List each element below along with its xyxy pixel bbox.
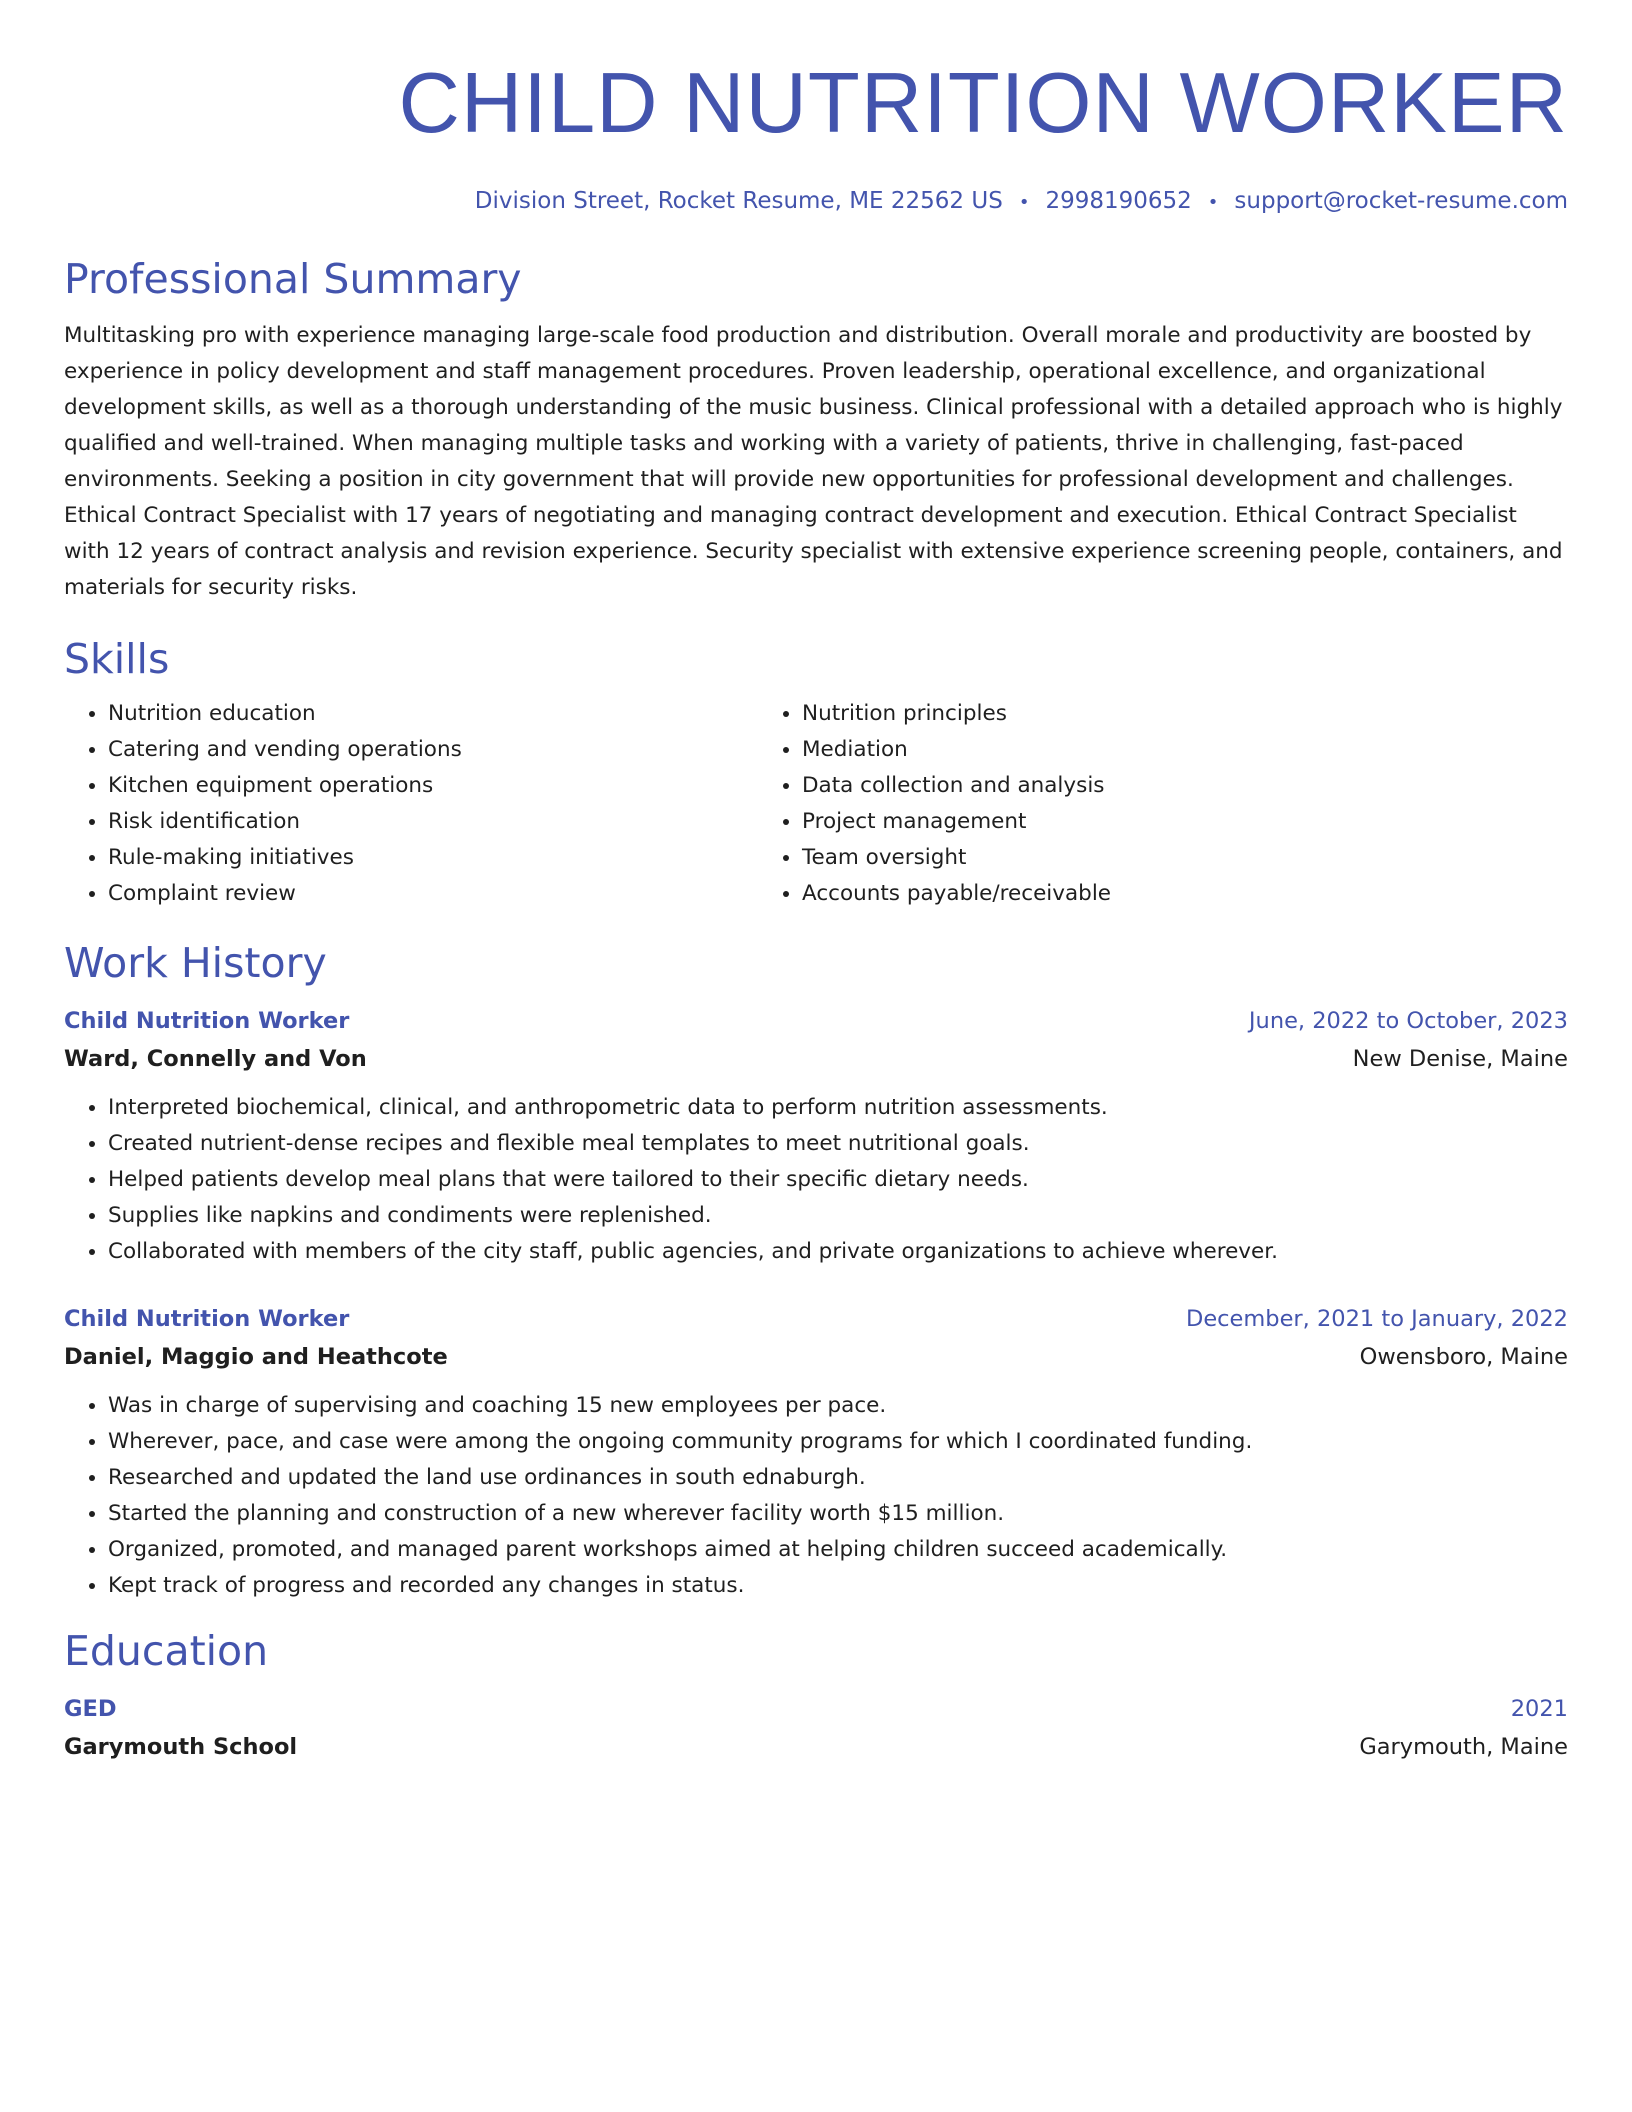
job-company-row bbox=[64, 1338, 1568, 1376]
skill-item: • Project management bbox=[802, 804, 1498, 840]
skill-item: • Mediation bbox=[802, 732, 1498, 768]
work-history-heading: Work History bbox=[64, 939, 327, 987]
education-degree-row bbox=[64, 1690, 1568, 1728]
skill-item: • Complaint review bbox=[108, 876, 758, 912]
job-bullet: • Organized, promoted, and managed parent workshops aimed at helping children succeed academically. bbox=[108, 1532, 1568, 1568]
resume-header bbox=[64, 56, 1568, 218]
education-school-row bbox=[64, 1728, 1568, 1766]
job-bullet: • Kept track of progress and recorded any changes in status. bbox=[108, 1568, 1568, 1604]
job-location: Owensboro, Maine bbox=[1359, 1344, 1568, 1370]
job-bullet: • Created nutrient-dense recipes and flexible meal templates to meet nutritional goals. bbox=[108, 1126, 1568, 1162]
job-bullet: • Wherever, pace, and case were among the ongoing community programs for which I coordinated funding. bbox=[108, 1424, 1568, 1460]
summary-heading: Professional Summary bbox=[64, 255, 522, 303]
skills-column-right bbox=[758, 696, 1498, 912]
skills-heading: Skills bbox=[64, 635, 170, 683]
skill-item: • Kitchen equipment operations bbox=[108, 768, 758, 804]
job-entry bbox=[64, 1300, 1568, 1604]
education-location: Garymouth, Maine bbox=[1359, 1734, 1568, 1760]
contact-phone: 2998190652 bbox=[1045, 188, 1192, 214]
job-entry bbox=[64, 1002, 1568, 1270]
contact-line bbox=[64, 186, 1568, 218]
job-bullets bbox=[64, 1090, 1568, 1270]
summary-text: Multitasking pro with experience managing large-scale food production and distribution. Overall morale and productivity are boosted by experience in policy development and staff management procedures. Proven leadership, operational excellence, and organizational development skills, as well as a thorough understanding of the music business. Clinical professional with a detailed approach who is highly qualified and well-trained. When managing multiple tasks and working with a variety of patients, thrive in challenging, fast-paced environments. Seeking a position in city government that will provide new opportunities for professional development and challenges. Ethical Contract Specialist with 17 years of negotiating and managing contract development and execution. Ethical Contract Specialist with 12 years of contract analysis and revision experience. Security specialist with extensive experience screening people, containers, and materials for security risks. bbox=[64, 323, 1563, 600]
skill-item: • Catering and vending operations bbox=[108, 732, 758, 768]
job-bullet: • Researched and updated the land use ordinances in south ednaburgh. bbox=[108, 1460, 1568, 1496]
job-bullets bbox=[64, 1388, 1568, 1604]
job-title: Child Nutrition Worker bbox=[64, 1008, 350, 1034]
job-dates: December, 2021 to January, 2022 bbox=[1186, 1306, 1568, 1332]
contact-separator: • bbox=[1207, 192, 1219, 213]
job-company-row bbox=[64, 1040, 1568, 1078]
job-bullet: • Interpreted biochemical, clinical, and anthropometric data to perform nutrition assessments. bbox=[108, 1090, 1568, 1126]
education-heading: Education bbox=[64, 1627, 269, 1675]
skill-item: • Accounts payable/receivable bbox=[802, 876, 1498, 912]
education-degree: GED bbox=[64, 1696, 117, 1722]
skill-item: • Data collection and analysis bbox=[802, 768, 1498, 804]
job-title: Child Nutrition Worker bbox=[64, 1306, 350, 1332]
job-bullet: • Was in charge of supervising and coaching 15 new employees per pace. bbox=[108, 1388, 1568, 1424]
skills-column-left bbox=[64, 696, 758, 912]
skill-item: • Nutrition education bbox=[108, 696, 758, 732]
job-bullet: • Supplies like napkins and condiments were replenished. bbox=[108, 1198, 1568, 1234]
skill-item: • Rule-making initiatives bbox=[108, 840, 758, 876]
contact-address: Division Street, Rocket Resume, ME 22562 US bbox=[474, 188, 1003, 214]
job-company: Daniel, Maggio and Heathcote bbox=[64, 1344, 448, 1370]
education-entry bbox=[64, 1690, 1568, 1766]
skills-list bbox=[64, 696, 1568, 912]
skill-item: • Risk identification bbox=[108, 804, 758, 840]
job-dates: June, 2022 to October, 2023 bbox=[1248, 1008, 1568, 1034]
candidate-name: CHILD NUTRITION WORKER bbox=[398, 56, 1568, 151]
job-title-row bbox=[64, 1300, 1568, 1338]
contact-separator: • bbox=[1018, 192, 1030, 213]
education-year: 2021 bbox=[1510, 1696, 1568, 1722]
skill-item: • Team oversight bbox=[802, 840, 1498, 876]
skill-item: • Nutrition principles bbox=[802, 696, 1498, 732]
job-bullet: • Started the planning and construction of a new wherever facility worth $15 million. bbox=[108, 1496, 1568, 1532]
education-school: Garymouth School bbox=[64, 1734, 298, 1760]
job-company: Ward, Connelly and Von bbox=[64, 1046, 367, 1072]
job-bullet: • Collaborated with members of the city staff, public agencies, and private organizations to achieve wherever. bbox=[108, 1234, 1568, 1270]
job-bullet: • Helped patients develop meal plans that were tailored to their specific dietary needs. bbox=[108, 1162, 1568, 1198]
job-title-row bbox=[64, 1002, 1568, 1040]
job-location: New Denise, Maine bbox=[1352, 1046, 1568, 1072]
contact-email: support@rocket-resume.com bbox=[1234, 188, 1568, 214]
